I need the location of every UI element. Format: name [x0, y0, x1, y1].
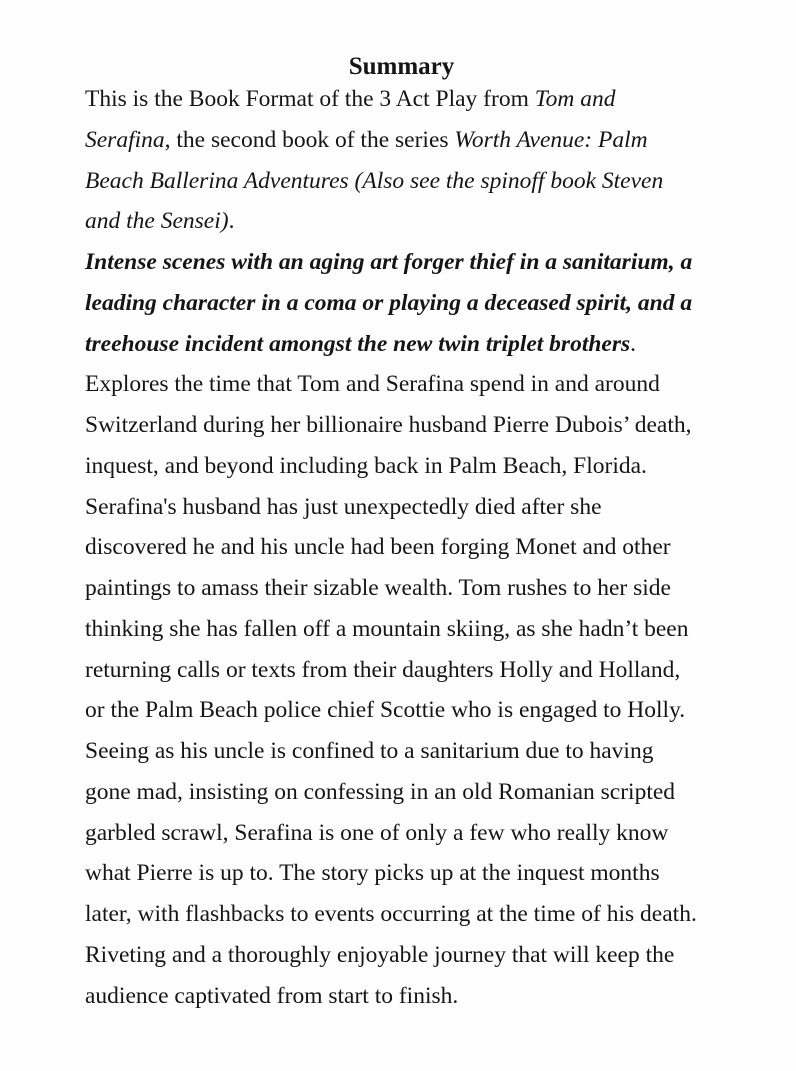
text-run: Serafina [85, 126, 165, 153]
text-run: . [630, 330, 637, 357]
text-line [85, 976, 718, 1017]
text-run: , the second book of the series [164, 126, 455, 153]
text-run: Beach Ballerina Adventures (Also see the spinoff book Steven [85, 167, 664, 194]
text-line [85, 487, 718, 528]
text-run: what Pierre is up to. The story picks up at the inquest months [85, 860, 660, 887]
text-line [85, 283, 718, 324]
text-run: returning calls or texts from their daughters Holly and Holland, [85, 656, 681, 683]
text-run: Switzerland during her billionaire husband Pierre Dubois’ death, [85, 412, 692, 438]
text-line [85, 731, 718, 772]
text-line [85, 894, 718, 935]
paragraph-synopsis [85, 364, 718, 1016]
text-line [85, 527, 718, 568]
paragraph-tagline [85, 242, 718, 364]
text-line [85, 79, 718, 120]
text-line [85, 853, 718, 894]
document-body [85, 79, 718, 1016]
text-run: Seeing as his uncle is confined to a sanitarium due to having [85, 738, 654, 764]
text-run: or the Palm Beach police chief Scottie who is engaged to Holly. [85, 697, 686, 724]
text-line [85, 120, 718, 161]
text-line [85, 161, 718, 202]
text-line [85, 324, 718, 365]
text-run: and the Sensei) [85, 208, 229, 235]
text-line [85, 242, 718, 283]
text-line [85, 935, 718, 976]
text-run: later, with flashbacks to events occurring at the time of his death. [85, 901, 697, 927]
text-run: leading character in a coma or playing a deceased spirit, and a [85, 289, 693, 316]
text-line [85, 201, 718, 242]
text-line [85, 568, 718, 609]
text-line [85, 772, 718, 813]
page-title: Summary [348, 53, 455, 80]
text-line [85, 650, 718, 691]
text-line [85, 405, 718, 446]
text-run: inquest, and beyond including back in Palm Beach, Florida. [85, 452, 647, 479]
text-run: This is the Book Format of the 3 Act Play from [85, 86, 535, 112]
text-run: Intense scenes with an aging art forger thief in a sanitarium, a [85, 249, 693, 275]
text-run: Serafina's husband has just unexpectedly died after she [85, 493, 602, 520]
text-run: gone mad, insisting on confessing in an old Romanian scripted [85, 778, 676, 805]
text-run: treehouse incident amongst the new twin triplet brothers [85, 330, 631, 357]
text-line [85, 690, 718, 731]
text-run: Riveting and a thoroughly enjoyable journey that will keep the [85, 941, 675, 968]
text-run: discovered he and his uncle had been forging Monet and other [85, 534, 671, 561]
paragraph-intro [85, 79, 718, 242]
text-run: thinking she has fallen off a mountain skiing, as she hadn’t been [85, 615, 689, 642]
text-line [85, 813, 718, 854]
text-run: paintings to amass their sizable wealth. Tom rushes to her side [85, 575, 671, 601]
text-run: Tom and [534, 86, 616, 112]
text-run: . [228, 208, 235, 235]
text-line [85, 609, 718, 650]
text-run: Worth Avenue: Palm [454, 126, 648, 153]
text-run: garbled scrawl, Serafina is one of only a few who really know [85, 819, 669, 846]
text-run: audience captivated from start to finish. [85, 982, 459, 1009]
text-run: Explores the time that Tom and Serafina spend in and around [85, 371, 660, 398]
text-line [85, 446, 718, 487]
text-line [85, 364, 718, 405]
